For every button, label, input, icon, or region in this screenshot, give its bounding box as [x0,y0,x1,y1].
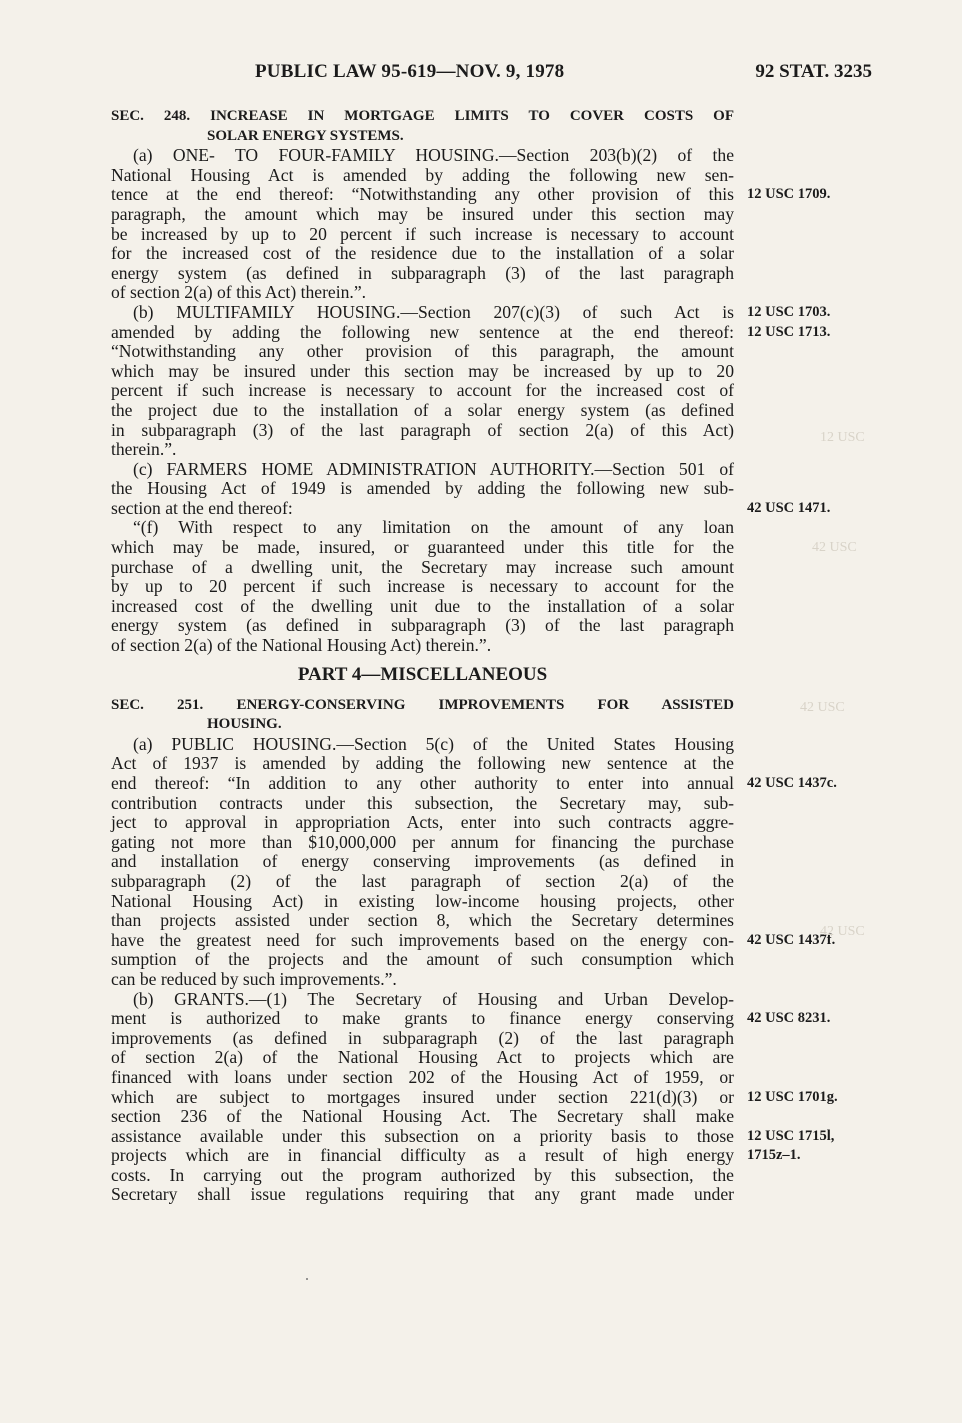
text-line: tence at the end thereof: “Notwithstanding any other provision of this [111,184,734,205]
text-line: the project due to the installation of a solar energy system (as defined [111,399,734,420]
statute-page-number: 92 STAT. 3235 [755,61,872,82]
text-line: (c) FARMERS HOME ADMINISTRATION AUTHORITY.—Section 501 of [133,458,734,479]
section-heading: SOLAR ENERGY SYSTEMS. [207,127,404,144]
text-line: “Notwithstanding any other provision of this paragraph, the amount [111,341,734,362]
usc-citation-note: 12 USC 1701g. [747,1089,838,1105]
text-line: therein.”. [111,439,177,460]
text-line: can be reduced by such improvements.”. [111,968,397,989]
text-line: percent if such increase is necessary to account for the increased cost of [111,380,734,401]
text-line: be increased by up to 20 percent if such increase is necessary to account [111,223,734,244]
text-line: which may be insured under this section may be increased by up to 20 [111,360,734,381]
text-line: amended by adding the following new sentence at the end thereof: [111,321,734,342]
text-line: in subparagraph (3) of the last paragraph of section 2(a) of this Act) [111,419,734,440]
text-line: increased cost of the dwelling unit due to the installation of a solar [111,595,734,616]
section-heading: SEC. 248. INCREASE IN MORTGAGE LIMITS TO COVER COSTS OF [111,108,734,124]
section-heading: SEC. 251. ENERGY-CONSERVING IMPROVEMENTS FOR ASSISTED [111,696,734,713]
text-line: (a) ONE- TO FOUR-FAMILY HOUSING.—Section 203(b)(2) of the [133,145,734,166]
text-line: National Housing Act is amended by adding the following new sen- [111,164,734,185]
text-line: which are subject to mortgages insured under section 221(d)(3) or [111,1086,734,1107]
usc-citation-note: 42 USC 8231. [747,1010,831,1026]
usc-citation-note: 42 USC 1437f. [747,932,836,948]
usc-citation-note: 42 USC 1471. [747,500,831,516]
text-line: for the increased cost of the residence due to the installation of a solar [111,243,734,264]
text-line: improvements (as defined in subparagraph (2) of the last paragraph [111,1027,734,1048]
bleed-through-mark: 42 USC [820,924,865,939]
text-line: section at the end thereof: [111,497,293,518]
text-line: contribution contracts under this subsection, the Secretary may, sub- [111,792,734,813]
text-line: (a) PUBLIC HOUSING.—Section 5(c) of the United States Housing [133,733,734,754]
part-heading: PART 4—MISCELLANEOUS [297,663,548,685]
text-line: National Housing Act) in existing low-income housing projects, other [111,890,734,911]
bleed-through-mark: 42 USC [812,540,857,555]
section-heading: HOUSING. [207,716,282,733]
text-line: ment is authorized to make grants to finance energy conserving [111,1008,734,1029]
usc-citation-note: 12 USC 1703. [747,304,831,320]
running-head-title: PUBLIC LAW 95-619—NOV. 9, 1978 [255,61,565,82]
usc-citation-note: 42 USC 1437c. [747,775,837,791]
text-line: have the greatest need for such improvements based on the energy con- [111,929,734,950]
text-line: subparagraph (2) of the last paragraph of section 2(a) of the [111,870,734,891]
text-line: end thereof: “In addition to any other authority to enter into annual [111,773,734,793]
text-line: energy system (as defined in subparagraph (3) of the last paragraph [111,615,734,636]
text-line: of section 2(a) of this Act) therein.”. [111,282,367,303]
text-line: (b) GRANTS.—(1) The Secretary of Housing and Urban Develop- [133,988,734,1009]
scan-speck [306,1278,308,1280]
text-line: and installation of energy conserving improvements (as defined in [111,851,734,872]
text-line: costs. In carrying out the program authorized by this subsection, the [111,1164,734,1185]
text-line: energy system (as defined in subparagraph (3) of the last paragraph [111,262,734,283]
text-line: gating not more than $10,000,000 per annum for financing the purchase [111,831,734,852]
text-line: Secretary shall issue regulations requiring that any grant made under [111,1184,734,1205]
text-line: sumption of the projects and the amount of such consumption which [111,949,734,970]
text-line: of section 2(a) of the National Housing Act to projects which are [111,1047,734,1068]
usc-citation-note: 1715z–1. [747,1147,801,1163]
text-line: financed with loans under section 202 of the Housing Act of 1959, or [111,1066,734,1087]
bleed-through-mark: 42 USC [800,700,845,715]
usc-citation-note: 12 USC 1709. [747,186,831,202]
text-line: purchase of a dwelling unit, the Secretary may increase such amount [111,556,734,577]
text-line: which may be made, insured, or guaranteed under this title for the [111,537,734,558]
bleed-through-mark: 12 USC [820,430,865,445]
text-line: of section 2(a) of the National Housing Act) therein.”. [111,635,492,656]
text-line: ject to approval in appropriation Acts, enter into such contracts aggre- [111,812,734,833]
text-line: the Housing Act of 1949 is amended by adding the following new sub- [111,478,734,499]
law-text-body [111,107,734,1205]
text-line: paragraph, the amount which may be insured under this section may [111,203,734,224]
text-line: than projects assisted under section 8, which the Secretary determines [111,910,734,931]
usc-citation-note: 12 USC 1715l, [747,1128,835,1144]
text-line: projects which are in financial difficulty as a result of high energy [111,1145,734,1166]
text-line: “(f) With respect to any limitation on the amount of any loan [133,517,734,538]
text-line: (b) MULTIFAMILY HOUSING.—Section 207(c)(3) of such Act is [133,301,734,322]
text-line: by up to 20 percent if such increase is necessary to account for the [111,576,734,597]
text-line: assistance available under this subsection on a priority basis to those [111,1125,734,1146]
usc-citation-note: 12 USC 1713. [747,324,831,340]
text-line: Act of 1937 is amended by adding the following new sentence at the [111,753,734,774]
text-line: section 236 of the National Housing Act. The Secretary shall make [111,1106,734,1127]
